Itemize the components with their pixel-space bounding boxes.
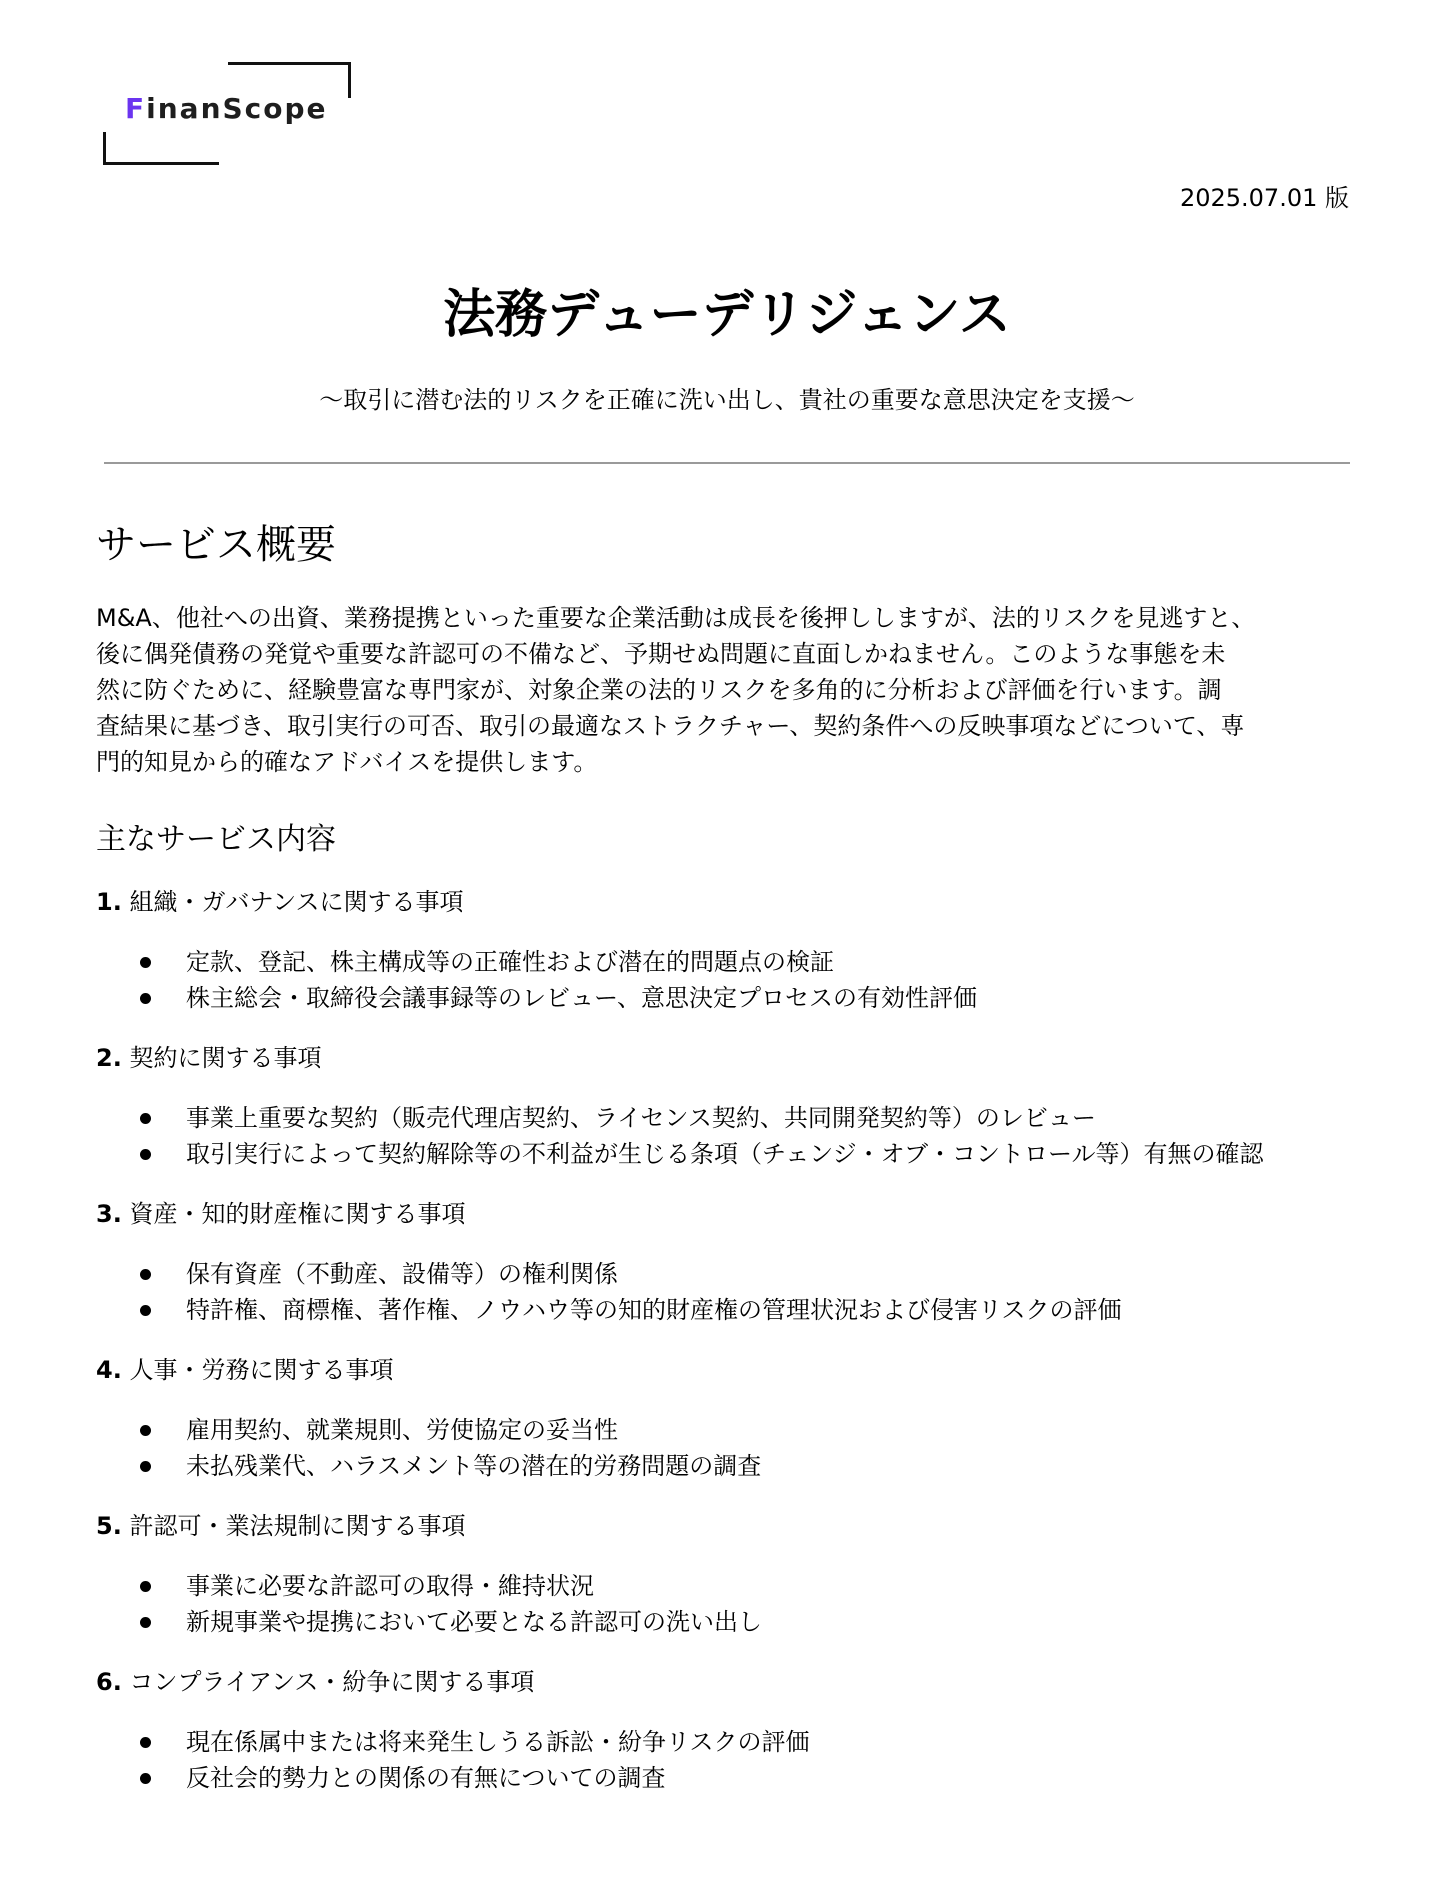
- section-list: [96, 1256, 1352, 1328]
- section-list: [96, 944, 1352, 1016]
- section-title: [96, 1040, 1352, 1076]
- list-item: [96, 1412, 1352, 1448]
- list-item-text: 現在係属中または将来発生しうる訴訟・紛争リスクの評価: [186, 1728, 810, 1756]
- list-item-text: 反社会的勢力との関係の有無についての調査: [186, 1764, 666, 1792]
- section-title-text: 契約に関する事項: [129, 1044, 322, 1072]
- logo-frame-left: [103, 132, 106, 165]
- service-section: [96, 884, 1352, 1016]
- overview-line: 門的知見から的確なアドバイスを提供します。: [96, 748, 598, 776]
- section-number: 6.: [96, 1668, 122, 1696]
- page-subtitle: 〜取引に潜む法的リスクを正確に洗い出し、貴社の重要な意思決定を支援〜: [319, 386, 1135, 414]
- logo-frame-bottom: [103, 162, 219, 165]
- bullet-icon: [140, 1773, 151, 1784]
- overview-paragraph: [96, 600, 1352, 780]
- bullet-icon: [140, 1269, 151, 1280]
- list-item-text: 保有資産（不動産、設備等）の権利関係: [186, 1260, 618, 1288]
- overview-heading: サービス概要: [96, 522, 336, 568]
- section-title-text: 組織・ガバナンスに関する事項: [129, 888, 464, 916]
- section-list: [96, 1412, 1352, 1484]
- section-number: 2.: [96, 1044, 122, 1072]
- section-list: [96, 1568, 1352, 1640]
- bullet-icon: [140, 1305, 151, 1316]
- list-item: [96, 1136, 1352, 1172]
- list-item: [96, 1448, 1352, 1484]
- section-title-text: 許認可・業法規制に関する事項: [129, 1512, 466, 1540]
- list-item-text: 新規事業や提携において必要となる許認可の洗い出し: [186, 1608, 762, 1636]
- overview-line: 然に防ぐために、経験豊富な専門家が、対象企業の法的リスクを多角的に分析および評価を行います。調: [96, 676, 1222, 704]
- section-title: [96, 1508, 1352, 1544]
- bullet-icon: [140, 1617, 151, 1628]
- list-item-text: 取引実行によって契約解除等の不利益が生じる条項（チェンジ・オブ・コントロール等）有無の確認: [186, 1140, 1264, 1168]
- list-item: [96, 1256, 1352, 1292]
- list-item-text: 雇用契約、就業規則、労使協定の妥当性: [186, 1416, 618, 1444]
- bullet-icon: [140, 1581, 151, 1592]
- service-section: [96, 1664, 1352, 1796]
- list-item: [96, 1292, 1352, 1328]
- logo-wordmark: [125, 92, 328, 125]
- overview-line: 査結果に基づき、取引実行の可否、取引の最適なストラクチャー、契約条件への反映事項などについて、専: [96, 712, 1245, 740]
- section-number: 4.: [96, 1356, 122, 1384]
- list-item-text: 事業上重要な契約（販売代理店契約、ライセンス契約、共同開発契約等）のレビュー: [186, 1104, 1096, 1132]
- bullet-icon: [140, 1425, 151, 1436]
- page-title: 法務デューデリジェンス: [443, 285, 1011, 345]
- section-title: [96, 1352, 1352, 1388]
- bullet-icon: [140, 1461, 151, 1472]
- section-list: [96, 1100, 1352, 1172]
- bullet-icon: [140, 1737, 151, 1748]
- list-item: [96, 1724, 1352, 1760]
- list-item-text: 事業に必要な許認可の取得・維持状況: [186, 1572, 594, 1600]
- logo-wordmark-rest: inanScope: [146, 92, 328, 125]
- logo-frame-right: [348, 62, 351, 98]
- overview-line: 後に偶発債務の発覚や重要な許認可の不備など、予期せぬ問題に直面しかねません。このような事態を未: [96, 640, 1226, 668]
- bullet-icon: [140, 1149, 151, 1160]
- section-title-text: 人事・労務に関する事項: [129, 1356, 394, 1384]
- list-item: [96, 1604, 1352, 1640]
- section-title: [96, 884, 1352, 920]
- list-item: [96, 980, 1352, 1016]
- service-section: [96, 1196, 1352, 1328]
- section-number: 3.: [96, 1200, 122, 1228]
- document-body: [96, 520, 1352, 1796]
- service-section: [96, 1040, 1352, 1172]
- list-item-text: 特許権、商標権、著作権、ノウハウ等の知的財産権の管理状況および侵害リスクの評価: [186, 1296, 1122, 1324]
- list-item-text: 未払残業代、ハラスメント等の潜在的労務問題の調査: [186, 1452, 762, 1480]
- finanscope-logo: [103, 62, 353, 166]
- services-heading: 主なサービス内容: [96, 822, 336, 857]
- section-title: [96, 1664, 1352, 1700]
- list-item: [96, 1100, 1352, 1136]
- version-date: 2025.07.01 版: [1179, 184, 1349, 212]
- divider: [104, 462, 1350, 464]
- bullet-icon: [140, 1113, 151, 1124]
- list-item-text: 定款、登記、株主構成等の正確性および潜在的問題点の検証: [186, 948, 834, 976]
- overview-line: M&A、他社への出資、業務提携といった重要な企業活動は成長を後押ししますが、法的リスクを見逃すと、: [96, 604, 1256, 632]
- section-number: 5.: [96, 1512, 122, 1540]
- list-item: [96, 1760, 1352, 1796]
- section-title-text: 資産・知的財産権に関する事項: [129, 1200, 466, 1228]
- section-list: [96, 1724, 1352, 1796]
- logo-frame-top: [228, 62, 351, 65]
- section-title: [96, 1196, 1352, 1232]
- service-section: [96, 1508, 1352, 1640]
- logo-accent-letter: F: [125, 92, 147, 125]
- list-item-text: 株主総会・取締役会議事録等のレビュー、意思決定プロセスの有効性評価: [186, 984, 978, 1012]
- bullet-icon: [140, 993, 151, 1004]
- section-title-text: コンプライアンス・紛争に関する事項: [129, 1668, 535, 1696]
- list-item: [96, 1568, 1352, 1604]
- list-item: [96, 944, 1352, 980]
- bullet-icon: [140, 957, 151, 968]
- section-number: 1.: [96, 888, 122, 916]
- service-section: [96, 1352, 1352, 1484]
